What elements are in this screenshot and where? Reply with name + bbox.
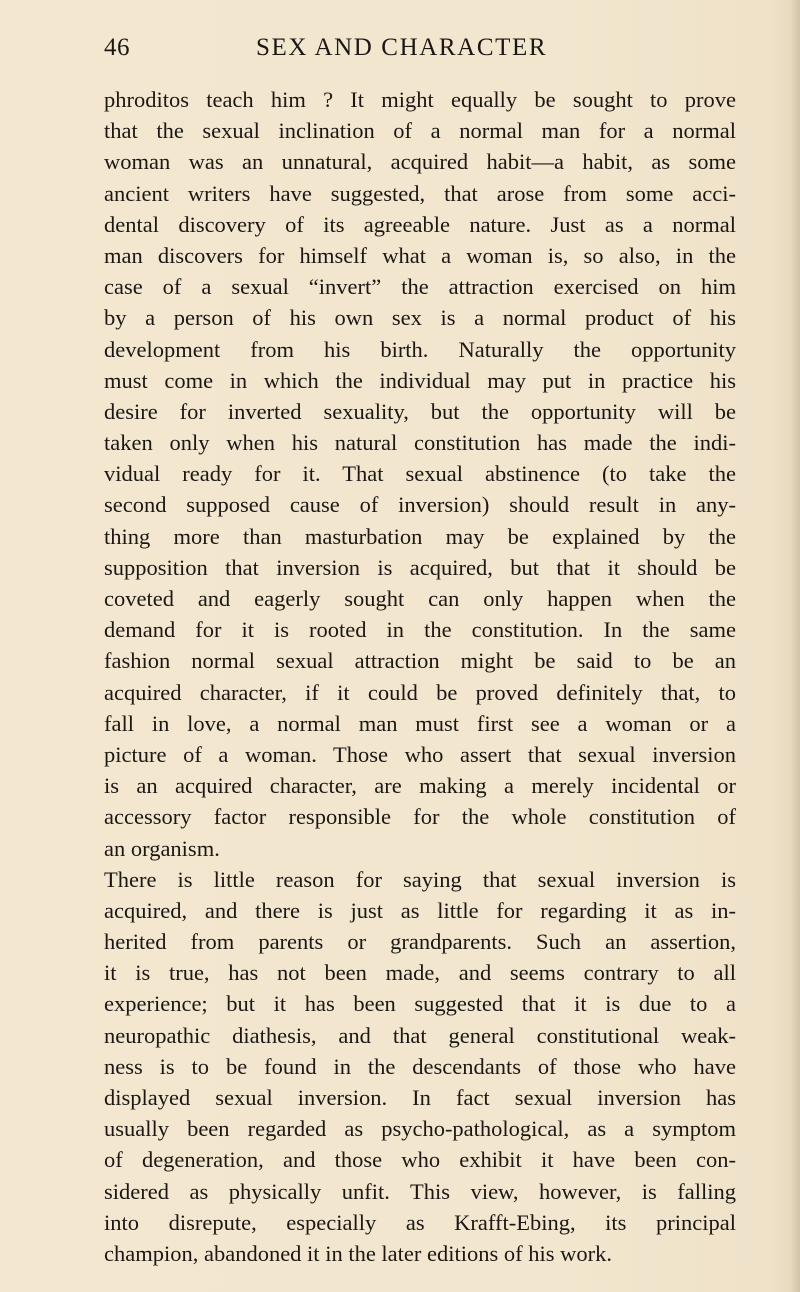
- text-line: phroditos teach him ? It might equally be sought to prove: [104, 87, 736, 112]
- text-line: second supposed cause of inversion) should result in any-: [104, 492, 736, 518]
- text-line: by a person of his own sex is a normal product of his: [104, 305, 736, 331]
- running-title: SEX AND CHARACTER: [256, 34, 548, 61]
- text-line: desire for inverted sexuality, but the opportunity will be: [104, 398, 736, 424]
- paragraph-end-line: champion, abandoned it in the later editions of his work.: [104, 1240, 613, 1266]
- text-line: is an acquired character, are making a merely incidental or: [104, 773, 736, 799]
- text-line: it is true, has not been made, and seems contrary to all: [104, 960, 736, 986]
- text-line: picture of a woman. Those who assert that sexual inversion: [104, 741, 736, 767]
- text-line: man discovers for himself what a woman is, so also, in the: [104, 242, 736, 268]
- text-line: of degeneration, and those who exhibit it have been con-: [104, 1147, 736, 1173]
- text-line: development from his birth. Naturally the opportunity: [104, 336, 736, 362]
- page-edge-shadow: [790, 0, 800, 1292]
- text-line: supposition that inversion is acquired, but that it should be: [104, 554, 736, 580]
- text-line: demand for it is rooted in the constitution. In the same: [104, 617, 736, 643]
- text-line: must come in which the individual may put in practice his: [104, 367, 736, 393]
- paragraph-end-line: an organism.: [104, 835, 220, 861]
- text-line: neuropathic diathesis, and that general constitutional weak-: [104, 1022, 736, 1048]
- text-line: fashion normal sexual attraction might be said to be an: [104, 648, 736, 674]
- page-number: 46: [104, 34, 130, 61]
- text-line: ness is to be found in the descendants of those who have: [104, 1053, 736, 1079]
- text-line: usually been regarded as psycho-pathological, as a symptom: [104, 1116, 736, 1142]
- text-line: that the sexual inclination of a normal man for a normal: [104, 118, 736, 144]
- text-line: herited from parents or grandparents. Such an assertion,: [104, 929, 736, 955]
- text-line: experience; but it has been suggested that it is due to a: [104, 991, 736, 1017]
- text-line: dental discovery of its agreeable nature. Just as a normal: [104, 211, 736, 237]
- text-line: acquired character, if it could be proved definitely that, to: [104, 679, 736, 705]
- text-line: fall in love, a normal man must first see a woman or a: [104, 710, 736, 736]
- paragraph-start-line: There is little reason for saying that sexual inversion is: [104, 866, 736, 892]
- running-head: [104, 34, 736, 74]
- text-line: accessory factor responsible for the whole constitution of: [104, 804, 736, 830]
- text-line: woman was an unnatural, acquired habit—a habit, as some: [104, 149, 736, 175]
- text-line: ancient writers have suggested, that arose from some acci-: [104, 180, 736, 206]
- text-line: coveted and eagerly sought can only happen when the: [104, 586, 736, 611]
- text-line: displayed sexual inversion. In fact sexual inversion has: [104, 1085, 736, 1110]
- text-line: case of a sexual “invert” the attraction exercised on him: [104, 274, 736, 300]
- text-line: thing more than masturbation may be explained by the: [104, 523, 736, 549]
- text-line: sidered as physically unfit. This view, however, is falling: [104, 1178, 736, 1204]
- text-line: vidual ready for it. That sexual abstinence (to take the: [104, 461, 736, 487]
- body-text: [104, 84, 736, 1269]
- text-line: into disrepute, especially as Krafft-Ebing, its principal: [104, 1209, 736, 1235]
- text-line: acquired, and there is just as little for regarding it as in-: [104, 897, 736, 923]
- text-line: taken only when his natural constitution has made the indi-: [104, 430, 736, 456]
